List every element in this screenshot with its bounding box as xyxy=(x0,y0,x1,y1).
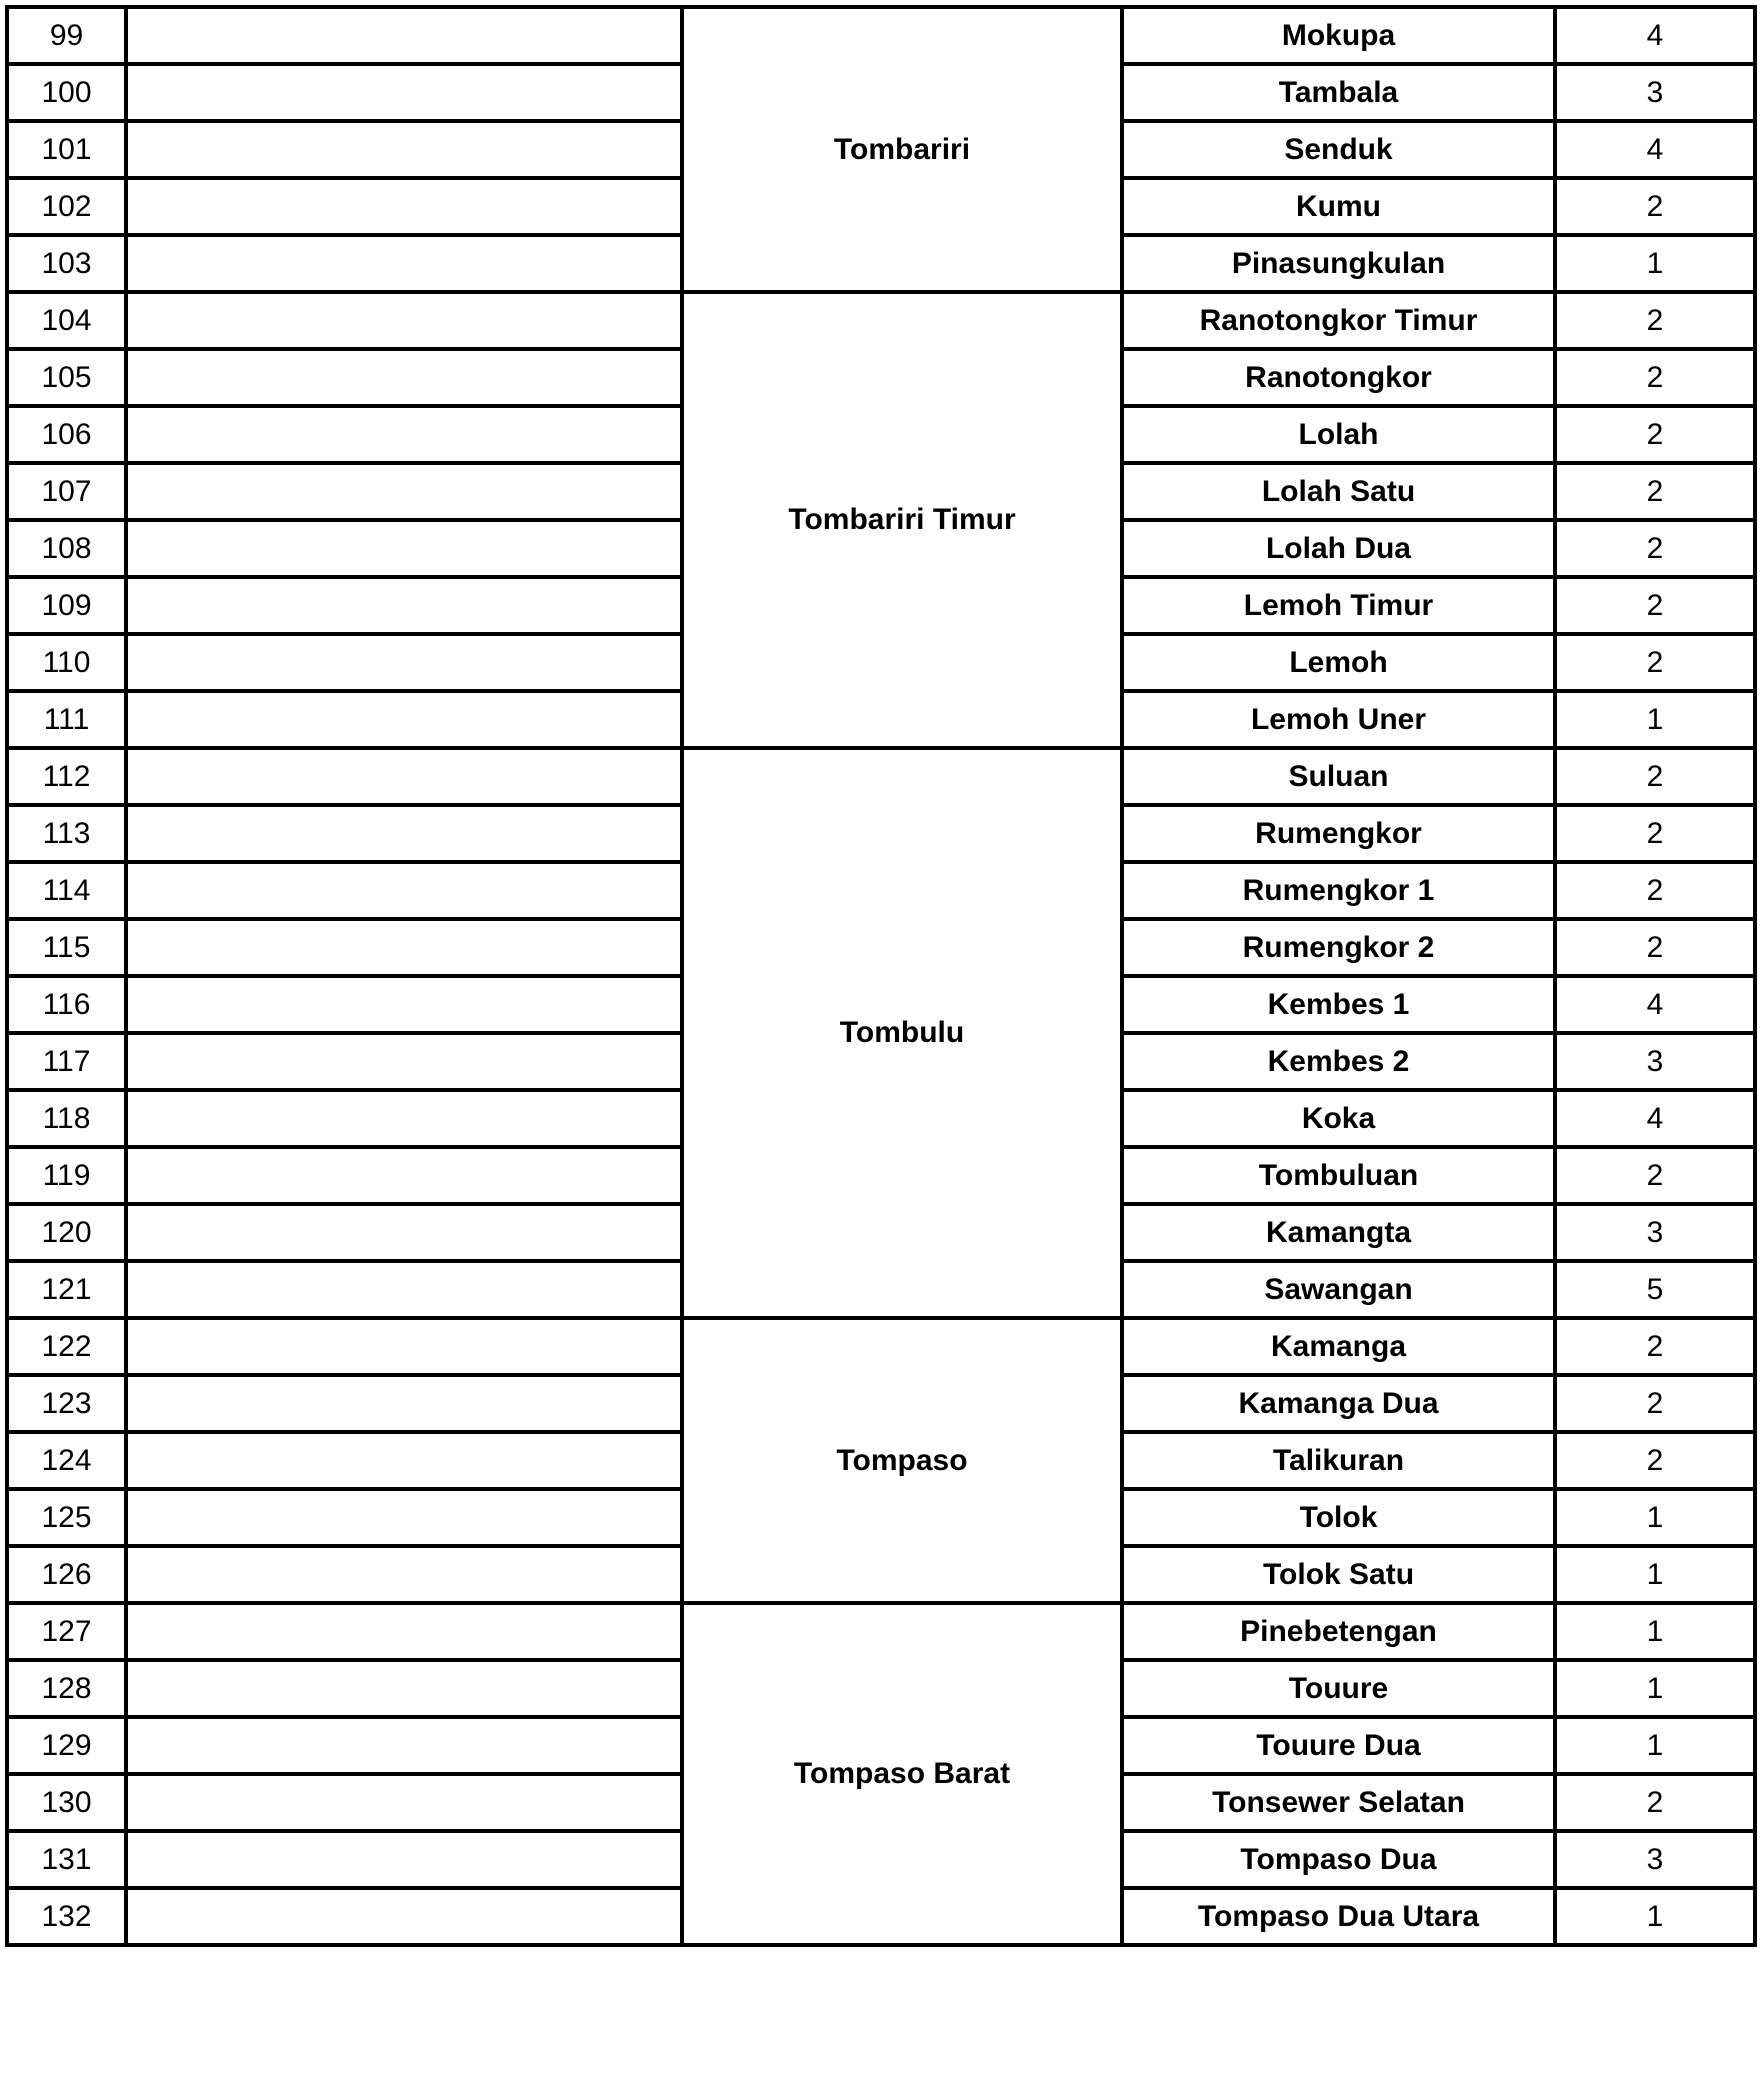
empty-cell xyxy=(126,634,682,691)
empty-cell xyxy=(126,862,682,919)
empty-cell xyxy=(126,1660,682,1717)
empty-cell xyxy=(126,691,682,748)
empty-cell xyxy=(126,976,682,1033)
row-number: 117 xyxy=(7,1033,126,1090)
row-number: 100 xyxy=(7,64,126,121)
value-cell: 2 xyxy=(1555,1375,1755,1432)
value-cell: 3 xyxy=(1555,1831,1755,1888)
value-cell: 4 xyxy=(1555,121,1755,178)
table-row xyxy=(7,748,1755,805)
desa-cell: Sawangan xyxy=(1122,1261,1555,1318)
table-row xyxy=(7,7,1755,64)
row-number: 116 xyxy=(7,976,126,1033)
row-number: 102 xyxy=(7,178,126,235)
table-body xyxy=(7,7,1755,1945)
value-cell: 2 xyxy=(1555,634,1755,691)
desa-cell: Tombuluan xyxy=(1122,1147,1555,1204)
empty-cell xyxy=(126,178,682,235)
empty-cell xyxy=(126,121,682,178)
empty-cell xyxy=(126,1375,682,1432)
desa-cell: Lemoh xyxy=(1122,634,1555,691)
empty-cell xyxy=(126,292,682,349)
row-number: 106 xyxy=(7,406,126,463)
row-number: 112 xyxy=(7,748,126,805)
desa-cell: Tambala xyxy=(1122,64,1555,121)
empty-cell xyxy=(126,520,682,577)
desa-cell: Kembes 2 xyxy=(1122,1033,1555,1090)
desa-cell: Touure xyxy=(1122,1660,1555,1717)
desa-cell: Rumengkor 2 xyxy=(1122,919,1555,976)
desa-cell: Tolok xyxy=(1122,1489,1555,1546)
row-number: 123 xyxy=(7,1375,126,1432)
desa-cell: Tonsewer Selatan xyxy=(1122,1774,1555,1831)
value-cell: 2 xyxy=(1555,919,1755,976)
desa-cell: Lolah xyxy=(1122,406,1555,463)
row-number: 120 xyxy=(7,1204,126,1261)
desa-cell: Lolah Dua xyxy=(1122,520,1555,577)
desa-cell: Rumengkor 1 xyxy=(1122,862,1555,919)
value-cell: 1 xyxy=(1555,691,1755,748)
row-number: 113 xyxy=(7,805,126,862)
empty-cell xyxy=(126,1546,682,1603)
desa-cell: Lemoh Uner xyxy=(1122,691,1555,748)
desa-cell: Kamangta xyxy=(1122,1204,1555,1261)
empty-cell xyxy=(126,7,682,64)
row-number: 128 xyxy=(7,1660,126,1717)
kecamatan-cell: Tombariri Timur xyxy=(682,292,1122,748)
value-cell: 1 xyxy=(1555,1603,1755,1660)
row-number: 108 xyxy=(7,520,126,577)
desa-cell: Koka xyxy=(1122,1090,1555,1147)
empty-cell xyxy=(126,64,682,121)
value-cell: 3 xyxy=(1555,64,1755,121)
value-cell: 5 xyxy=(1555,1261,1755,1318)
desa-cell: Rumengkor xyxy=(1122,805,1555,862)
empty-cell xyxy=(126,1489,682,1546)
value-cell: 2 xyxy=(1555,520,1755,577)
value-cell: 1 xyxy=(1555,1717,1755,1774)
desa-cell: Kamanga Dua xyxy=(1122,1375,1555,1432)
desa-cell: Ranotongkor Timur xyxy=(1122,292,1555,349)
row-number: 125 xyxy=(7,1489,126,1546)
row-number: 131 xyxy=(7,1831,126,1888)
value-cell: 2 xyxy=(1555,1774,1755,1831)
empty-cell xyxy=(126,1261,682,1318)
value-cell: 1 xyxy=(1555,1888,1755,1945)
row-number: 115 xyxy=(7,919,126,976)
empty-cell xyxy=(126,349,682,406)
empty-cell xyxy=(126,805,682,862)
empty-cell xyxy=(126,463,682,520)
kecamatan-cell: Tompaso xyxy=(682,1318,1122,1603)
value-cell: 1 xyxy=(1555,235,1755,292)
empty-cell xyxy=(126,919,682,976)
empty-cell xyxy=(126,235,682,292)
value-cell: 4 xyxy=(1555,1090,1755,1147)
desa-cell: Kembes 1 xyxy=(1122,976,1555,1033)
desa-cell: Pinebetengan xyxy=(1122,1603,1555,1660)
row-number: 110 xyxy=(7,634,126,691)
value-cell: 3 xyxy=(1555,1033,1755,1090)
row-number: 121 xyxy=(7,1261,126,1318)
value-cell: 2 xyxy=(1555,178,1755,235)
value-cell: 4 xyxy=(1555,976,1755,1033)
row-number: 103 xyxy=(7,235,126,292)
empty-cell xyxy=(126,577,682,634)
table-row xyxy=(7,1603,1755,1660)
desa-cell: Touure Dua xyxy=(1122,1717,1555,1774)
kecamatan-cell: Tombulu xyxy=(682,748,1122,1318)
value-cell: 2 xyxy=(1555,463,1755,520)
desa-cell: Ranotongkor xyxy=(1122,349,1555,406)
row-number: 99 xyxy=(7,7,126,64)
value-cell: 2 xyxy=(1555,862,1755,919)
data-table xyxy=(5,5,1757,1947)
value-cell: 2 xyxy=(1555,1318,1755,1375)
value-cell: 1 xyxy=(1555,1660,1755,1717)
desa-cell: Senduk xyxy=(1122,121,1555,178)
row-number: 114 xyxy=(7,862,126,919)
empty-cell xyxy=(126,1432,682,1489)
row-number: 105 xyxy=(7,349,126,406)
row-number: 132 xyxy=(7,1888,126,1945)
value-cell: 2 xyxy=(1555,748,1755,805)
desa-cell: Talikuran xyxy=(1122,1432,1555,1489)
desa-cell: Suluan xyxy=(1122,748,1555,805)
empty-cell xyxy=(126,1318,682,1375)
value-cell: 2 xyxy=(1555,577,1755,634)
value-cell: 2 xyxy=(1555,349,1755,406)
desa-cell: Lemoh Timur xyxy=(1122,577,1555,634)
empty-cell xyxy=(126,1204,682,1261)
value-cell: 1 xyxy=(1555,1489,1755,1546)
desa-cell: Lolah Satu xyxy=(1122,463,1555,520)
empty-cell xyxy=(126,1831,682,1888)
table-row xyxy=(7,1318,1755,1375)
value-cell: 2 xyxy=(1555,805,1755,862)
empty-cell xyxy=(126,1033,682,1090)
value-cell: 4 xyxy=(1555,7,1755,64)
row-number: 127 xyxy=(7,1603,126,1660)
desa-cell: Tompaso Dua Utara xyxy=(1122,1888,1555,1945)
empty-cell xyxy=(126,748,682,805)
desa-cell: Mokupa xyxy=(1122,7,1555,64)
row-number: 124 xyxy=(7,1432,126,1489)
row-number: 130 xyxy=(7,1774,126,1831)
empty-cell xyxy=(126,1774,682,1831)
empty-cell xyxy=(126,1717,682,1774)
row-number: 126 xyxy=(7,1546,126,1603)
value-cell: 1 xyxy=(1555,1546,1755,1603)
kecamatan-cell: Tombariri xyxy=(682,7,1122,292)
desa-cell: Tolok Satu xyxy=(1122,1546,1555,1603)
row-number: 107 xyxy=(7,463,126,520)
empty-cell xyxy=(126,1888,682,1945)
kecamatan-cell: Tompaso Barat xyxy=(682,1603,1122,1945)
row-number: 118 xyxy=(7,1090,126,1147)
value-cell: 2 xyxy=(1555,1147,1755,1204)
value-cell: 2 xyxy=(1555,1432,1755,1489)
row-number: 104 xyxy=(7,292,126,349)
row-number: 119 xyxy=(7,1147,126,1204)
table-row xyxy=(7,292,1755,349)
row-number: 111 xyxy=(7,691,126,748)
value-cell: 2 xyxy=(1555,292,1755,349)
desa-cell: Tompaso Dua xyxy=(1122,1831,1555,1888)
value-cell: 2 xyxy=(1555,406,1755,463)
empty-cell xyxy=(126,1147,682,1204)
desa-cell: Kamanga xyxy=(1122,1318,1555,1375)
empty-cell xyxy=(126,1603,682,1660)
empty-cell xyxy=(126,1090,682,1147)
value-cell: 3 xyxy=(1555,1204,1755,1261)
empty-cell xyxy=(126,406,682,463)
desa-cell: Pinasungkulan xyxy=(1122,235,1555,292)
row-number: 101 xyxy=(7,121,126,178)
desa-cell: Kumu xyxy=(1122,178,1555,235)
row-number: 129 xyxy=(7,1717,126,1774)
row-number: 109 xyxy=(7,577,126,634)
row-number: 122 xyxy=(7,1318,126,1375)
